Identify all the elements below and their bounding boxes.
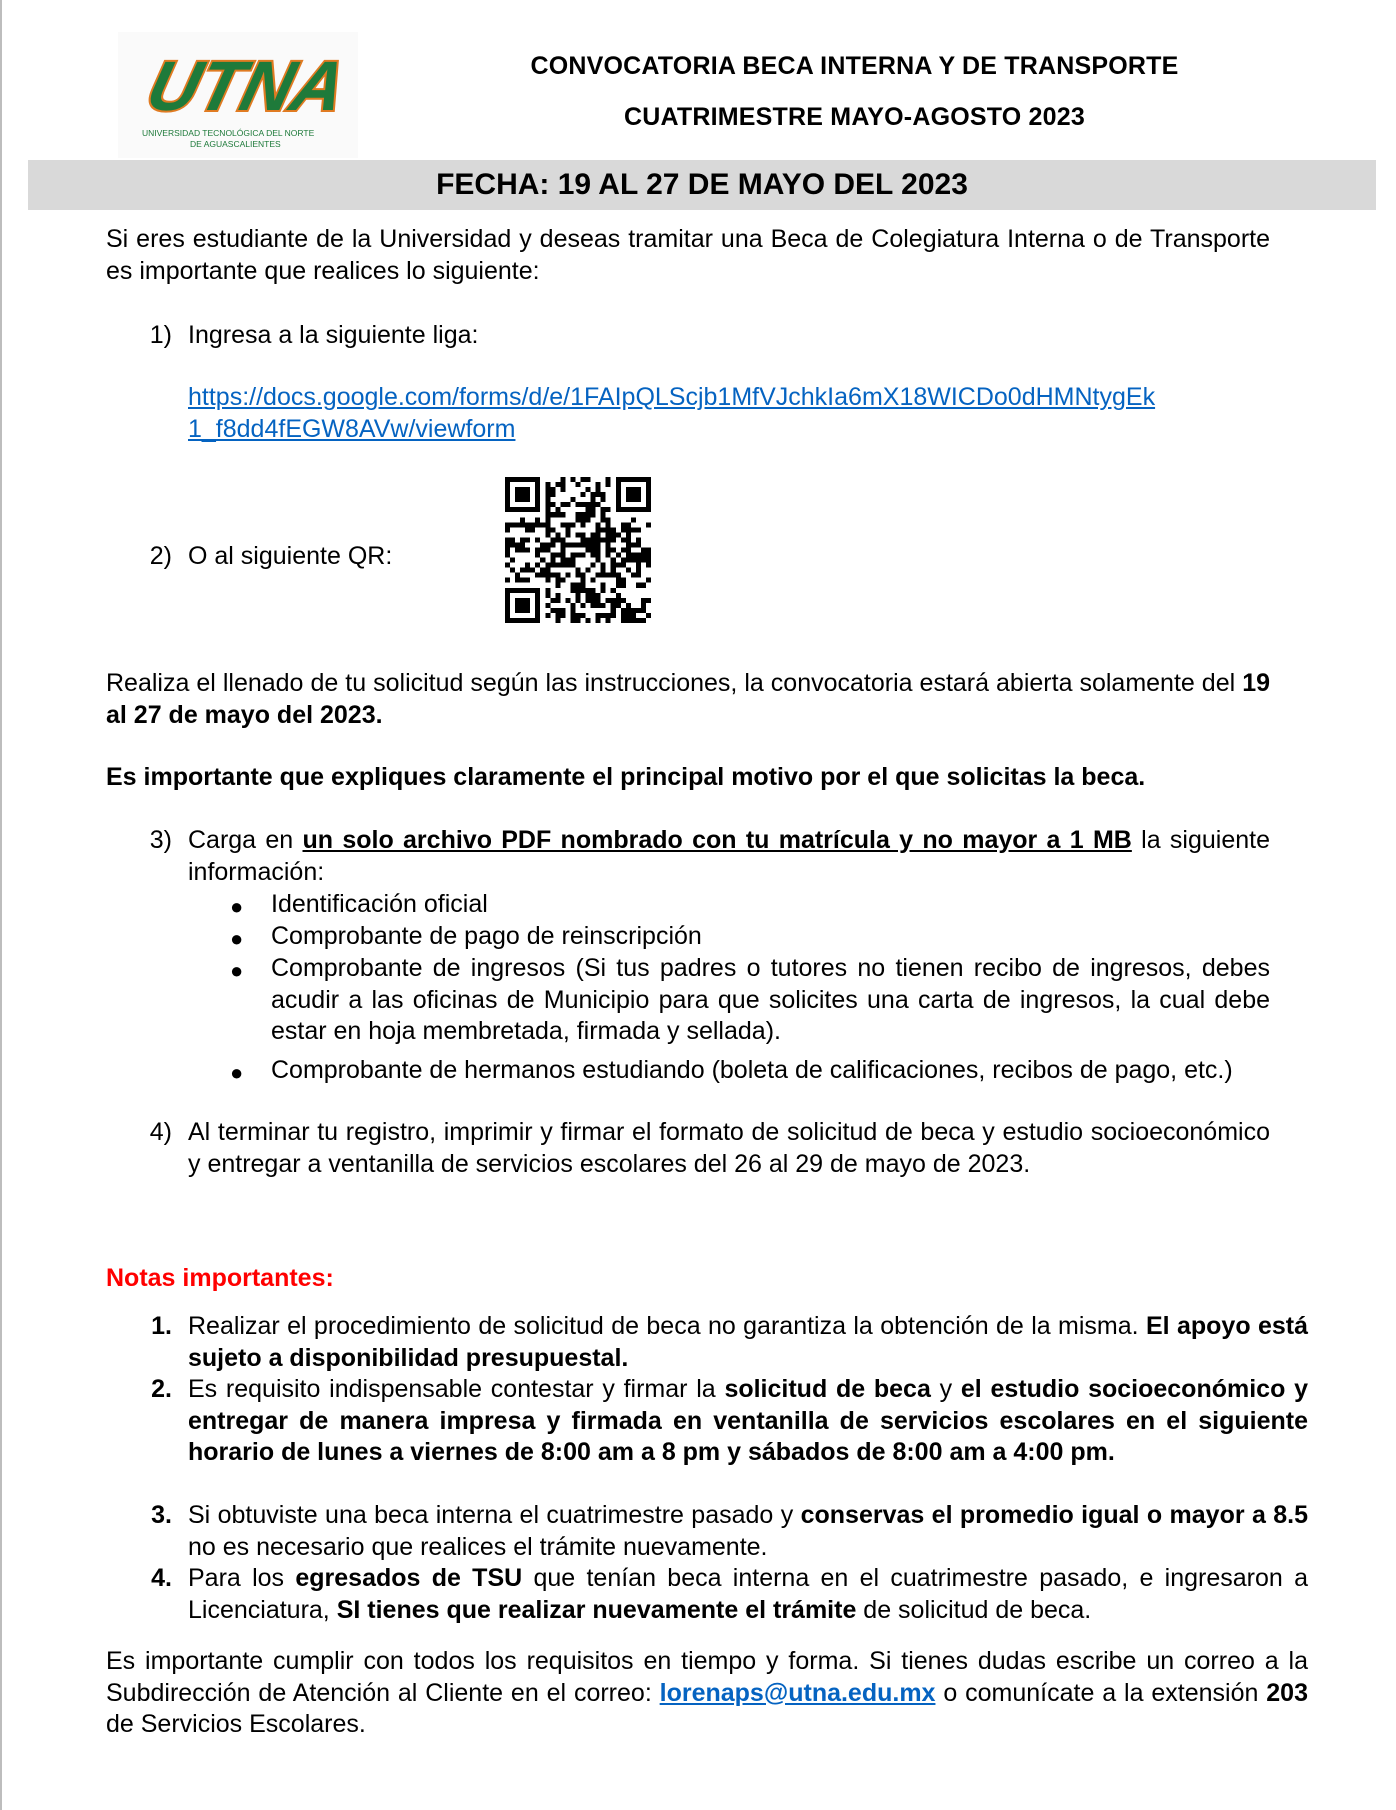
logo-letters: UTNA [139,47,354,126]
bullet-dot: ● [230,894,244,919]
note-4-number: 4. [151,1564,172,1592]
fill-paragraph-text: Realiza el llenado de tu solicitud según las instrucciones, la convocatoria estará abierta solamente del [106,669,1243,697]
note-1-text: Realizar el procedimiento de solicitud de beca no garantiza la obtención de la misma. El apoyo está sujeto a disponibilidad presupuestal. [188,1312,1308,1372]
form-link-line-1[interactable]: https://docs.google.com/forms/d/e/1FAIpQLScjb1MfVJchkIa6mX18WICDo0dHMNtygEk [188,383,1156,411]
date-bar [28,160,1376,210]
step-3-post: la siguiente información: [188,826,1270,886]
note-3-number: 3. [151,1501,172,1529]
step-2-number: 2) [149,542,172,570]
form-link[interactable] [188,382,1308,445]
notes-heading: Notas importantes: [106,1264,334,1292]
step-1-number: 1) [149,321,172,349]
note-4-text: Para los egresados de TSU que tenían beca interna en el cuatrimestre pasado, e ingresaron a Licenciatura, SI tienes que realizar nuevamente el trámite de solicitud de beca. [188,1564,1308,1624]
step-1-text: Ingresa a la siguiente liga: [188,321,479,349]
fill-paragraph [106,668,1270,731]
bullet-item: Comprobante de hermanos estudiando (boleta de calificaciones, recibos de pago, etc.) [271,1056,1233,1084]
utna-logo [118,32,358,158]
bullet-item: Comprobante de ingresos (Si tus padres o tutores no tienen recibo de ingresos, debes acudir a las oficinas de Municipio para que solicites una carta de ingresos, la cual debe estar en hoja membretada, firmada y sellada). [271,954,1270,1045]
important-motive-line: Es importante que expliques claramente el principal motivo por el que solicitas la beca. [106,763,1146,791]
note-2-text: Es requisito indispensable contestar y firmar la solicitud de beca y el estudio socioeconómico y entregar de manera impresa y firmada en ventanilla de servicios escolares en el siguiente horario de lunes a viernes de 8:00 am a 8 pm y sábados de 8:00 am a 4:00 pm. [188,1375,1308,1466]
intro-paragraph: Si eres estudiante de la Universidad y deseas tramitar una Beca de Colegiatura Interna o de Transporte es importante que realices lo siguiente: [106,225,1270,285]
step-3-text [188,825,1270,888]
qr-code[interactable] [505,477,651,623]
bullet-dot: ● [230,926,244,951]
note-1-number: 1. [151,1312,172,1340]
step-4-number: 4) [149,1118,172,1146]
fill-paragraph-dates: 19 al 27 de mayo del 2023. [106,669,1270,729]
title-line-1: CONVOCATORIA BECA INTERNA Y DE TRANSPORTE [530,52,1179,80]
date-text: FECHA: 19 AL 27 DE MAYO DEL 2023 [436,168,968,201]
logo-subtext-2: DE AGUASCALIENTES [190,139,281,149]
bullet-dot: ● [230,1060,244,1085]
closing-paragraph: Es importante cumplir con todos los requisitos en tiempo y forma. Si tienes dudas escribe un correo a la Subdirección de Atención al Cliente en el correo: lorenaps@utna.edu.mx o comunícate a la extensión 203 de Servicios Escolares. [106,1647,1308,1738]
bullet-item: Identificación oficial [271,890,488,918]
step-3-pre: Carga en [188,826,303,854]
step-3-number: 3) [149,826,172,854]
title-line-2: CUATRIMESTRE MAYO-AGOSTO 2023 [624,103,1085,131]
logo-subtext-1: UNIVERSIDAD TECNOLÓGICA DEL NORTE [142,128,315,138]
step-3-underlined: un solo archivo PDF nombrado con tu matrícula y no mayor a 1 MB [302,826,1132,854]
note-2-number: 2. [151,1375,172,1403]
bullet-item: Comprobante de pago de reinscripción [271,922,702,950]
step-2-text: O al siguiente QR: [188,542,393,570]
step-4-text: Al terminar tu registro, imprimir y firmar el formato de solicitud de beca y estudio socioeconómico y entregar a ventanilla de servicios escolares del 26 al 29 de mayo de 2023. [188,1118,1270,1178]
email-link[interactable]: lorenaps@utna.edu.mx [659,1678,936,1707]
form-link-line-2[interactable]: 1_f8dd4fEGW8AVw/viewform [188,414,516,443]
bullet-dot: ● [230,958,244,983]
extension-number: 203 [1266,1678,1308,1707]
page-edge [0,0,2,1810]
note-3-text: Si obtuviste una beca interna el cuatrimestre pasado y conservas el promedio igual o mayor a 8.5 no es necesario que realices el trámite nuevamente. [188,1501,1308,1561]
